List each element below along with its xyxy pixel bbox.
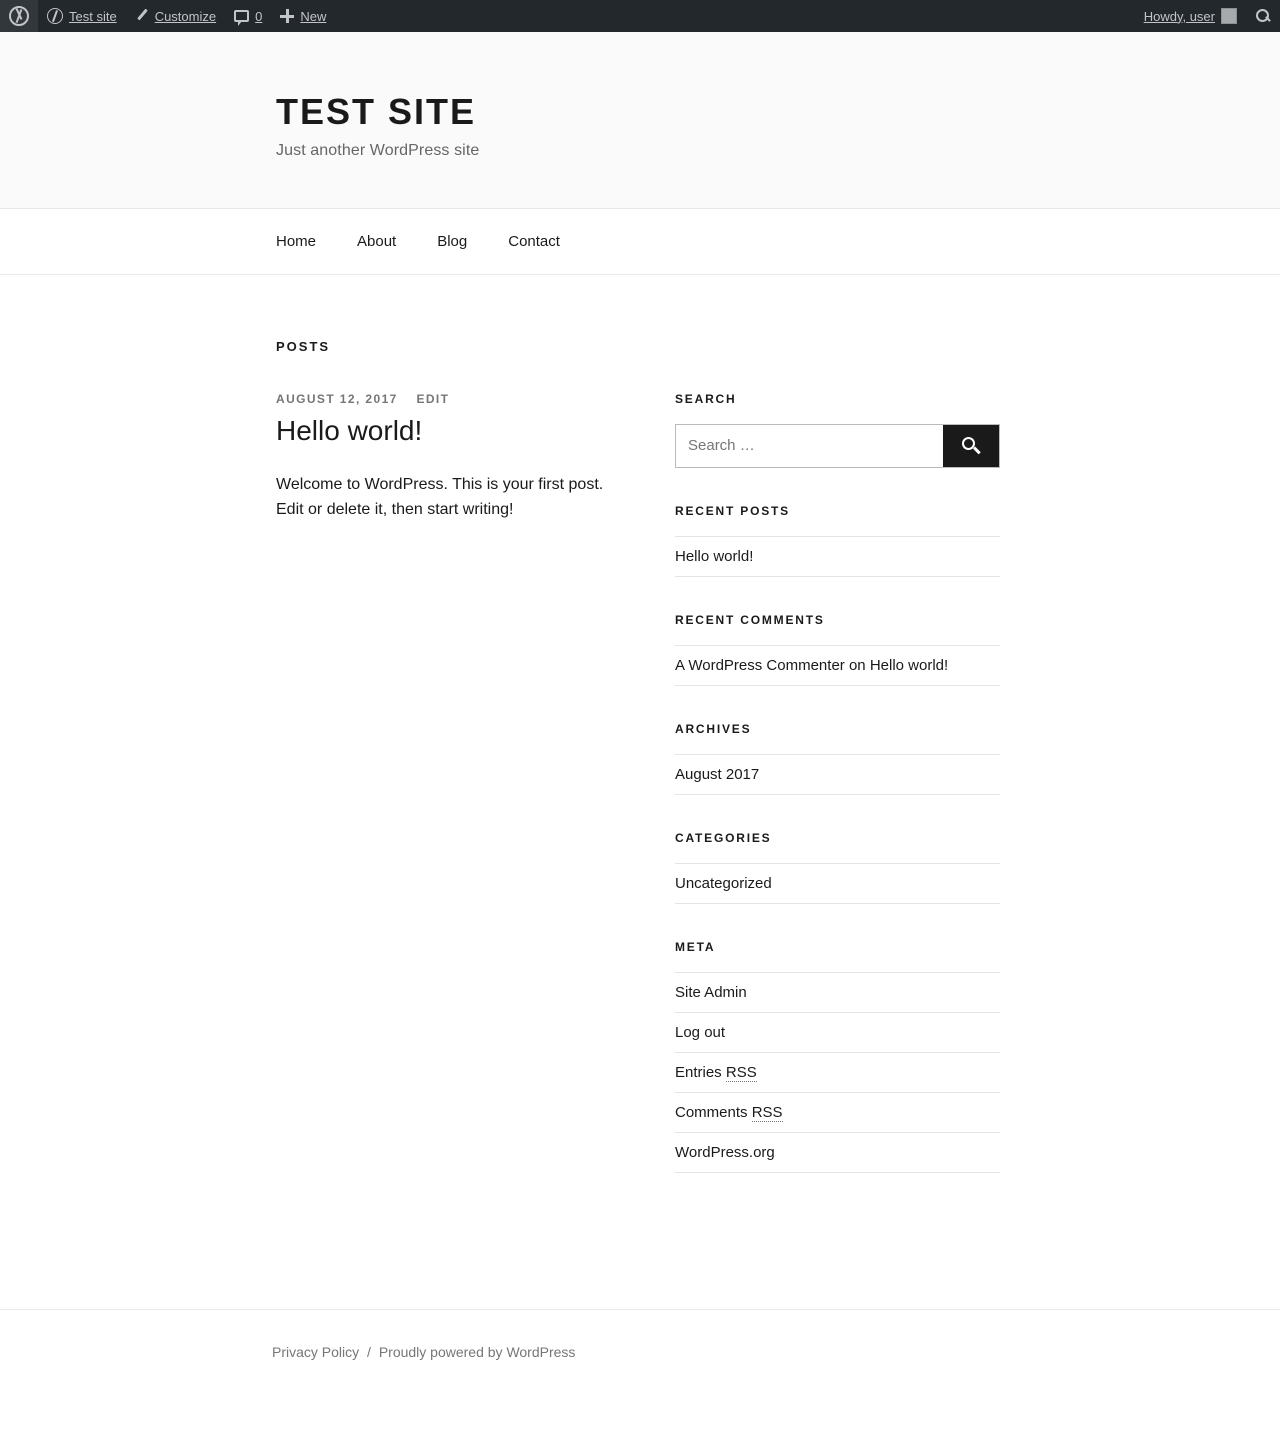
footer-privacy-policy-link[interactable]: Privacy Policy: [272, 1343, 360, 1360]
adminbar-comments-count: 0: [255, 8, 263, 24]
adminbar-new-content[interactable]: [271, 0, 335, 32]
sidebar: [675, 392, 1000, 1209]
widget-title-search: SEARCH: [675, 391, 737, 406]
nav-item-blog[interactable]: [437, 233, 467, 251]
meta-link-wordpress-org[interactable]: WordPress.org: [675, 1143, 775, 1161]
search-icon: [962, 437, 975, 450]
site-icon: [47, 8, 63, 24]
widget-title-archives: ARCHIVES: [675, 721, 752, 736]
meta-entries-text: Entries: [675, 1063, 726, 1081]
adminbar-comments[interactable]: [225, 0, 271, 32]
widget-categories: [675, 831, 1000, 904]
meta-link-comments-rss[interactable]: [675, 1104, 783, 1122]
meta-link-log-out[interactable]: Log out: [675, 1023, 726, 1041]
footer-credit-link[interactable]: Proudly powered by WordPress: [378, 1343, 576, 1360]
post-meta: [276, 392, 610, 406]
category-link[interactable]: Uncategorized: [675, 874, 772, 892]
widget-title-meta: META: [675, 939, 716, 954]
adminbar-new-label: New: [300, 8, 327, 24]
primary-navigation: [0, 209, 1280, 275]
adminbar-wp-logo[interactable]: [0, 0, 38, 32]
site-description: Just another WordPress site: [276, 141, 480, 159]
adminbar-site-name[interactable]: [38, 0, 126, 32]
nav-item-home[interactable]: [276, 233, 316, 251]
list-item[interactable]: [675, 1013, 1000, 1053]
widget-title-recent-comments: RECENT COMMENTS: [675, 612, 825, 627]
widget-recent-posts: [675, 504, 1000, 577]
meta-comments-text: Comments: [675, 1103, 752, 1121]
rss-abbr: RSS: [725, 1063, 757, 1081]
adminbar-search-button[interactable]: [1246, 0, 1280, 32]
list-item[interactable]: [675, 863, 1000, 904]
adminbar-customize[interactable]: [126, 0, 225, 32]
post-excerpt: Welcome to WordPress. This is your first post. Edit or delete it, then start writing!: [276, 476, 604, 518]
post-edit-link[interactable]: EDIT: [416, 391, 450, 406]
recent-post-link[interactable]: Hello world!: [675, 547, 754, 565]
post-date[interactable]: AUGUST 12, 2017: [276, 391, 398, 406]
comment-bubble-icon: [234, 10, 249, 22]
admin-bar: [0, 0, 1280, 32]
rss-abbr: RSS: [751, 1103, 783, 1121]
widget-meta: [675, 940, 1000, 1173]
comment-on-text: on: [848, 656, 866, 674]
nav-link-blog[interactable]: Blog: [437, 232, 468, 250]
adminbar-my-account[interactable]: [1135, 0, 1246, 32]
post-article: [276, 392, 610, 523]
widget-title-recent-posts: RECENT POSTS: [675, 503, 790, 518]
widget-search: [675, 392, 1000, 468]
list-item[interactable]: [675, 1133, 1000, 1173]
nav-item-about[interactable]: [357, 233, 396, 251]
list-item[interactable]: [675, 536, 1000, 577]
adminbar-site-name-label: Test site: [69, 8, 117, 24]
widget-recent-comments: [675, 613, 1000, 686]
list-item[interactable]: [675, 754, 1000, 795]
comment-author-link[interactable]: A WordPress Commenter: [675, 656, 845, 674]
meta-link-entries-rss[interactable]: [675, 1064, 757, 1082]
adminbar-howdy-label: Howdy, user: [1143, 8, 1215, 24]
adminbar-customize-label: Customize: [154, 8, 217, 24]
plus-icon: [280, 9, 294, 23]
search-form[interactable]: [675, 424, 1000, 468]
site-footer: [0, 1309, 1280, 1400]
page-title[interactable]: TEST SITE: [276, 91, 477, 132]
site-header: [0, 32, 1280, 209]
nav-link-contact[interactable]: Contact: [508, 232, 560, 250]
footer-separator: /: [367, 1343, 371, 1360]
nav-link-home[interactable]: Home: [276, 232, 317, 250]
list-item[interactable]: [675, 1053, 1000, 1093]
list-item[interactable]: [675, 1093, 1000, 1133]
comment-post-link[interactable]: Hello world!: [869, 656, 949, 674]
wordpress-logo-icon: [9, 6, 29, 26]
pencil-icon: [135, 9, 149, 23]
posts-section-heading: POSTS: [276, 338, 331, 354]
list-item[interactable]: [675, 972, 1000, 1013]
search-submit-button[interactable]: [943, 425, 999, 467]
widget-archives: [675, 722, 1000, 795]
main-column: [276, 392, 610, 1209]
content-area: [0, 275, 1280, 1209]
search-icon: [1255, 8, 1271, 24]
widget-title-categories: CATEGORIES: [675, 830, 772, 845]
list-item[interactable]: [675, 645, 1000, 686]
avatar: [1221, 8, 1237, 24]
search-input[interactable]: [676, 425, 943, 467]
nav-item-contact[interactable]: [508, 233, 560, 251]
post-title[interactable]: [276, 414, 610, 448]
post-title-text: Hello world!: [276, 414, 423, 446]
adminbar-right-group: [1135, 0, 1280, 32]
nav-link-about[interactable]: About: [357, 232, 397, 250]
archive-link[interactable]: August 2017: [675, 765, 760, 783]
meta-link-site-admin[interactable]: Site Admin: [675, 983, 747, 1001]
